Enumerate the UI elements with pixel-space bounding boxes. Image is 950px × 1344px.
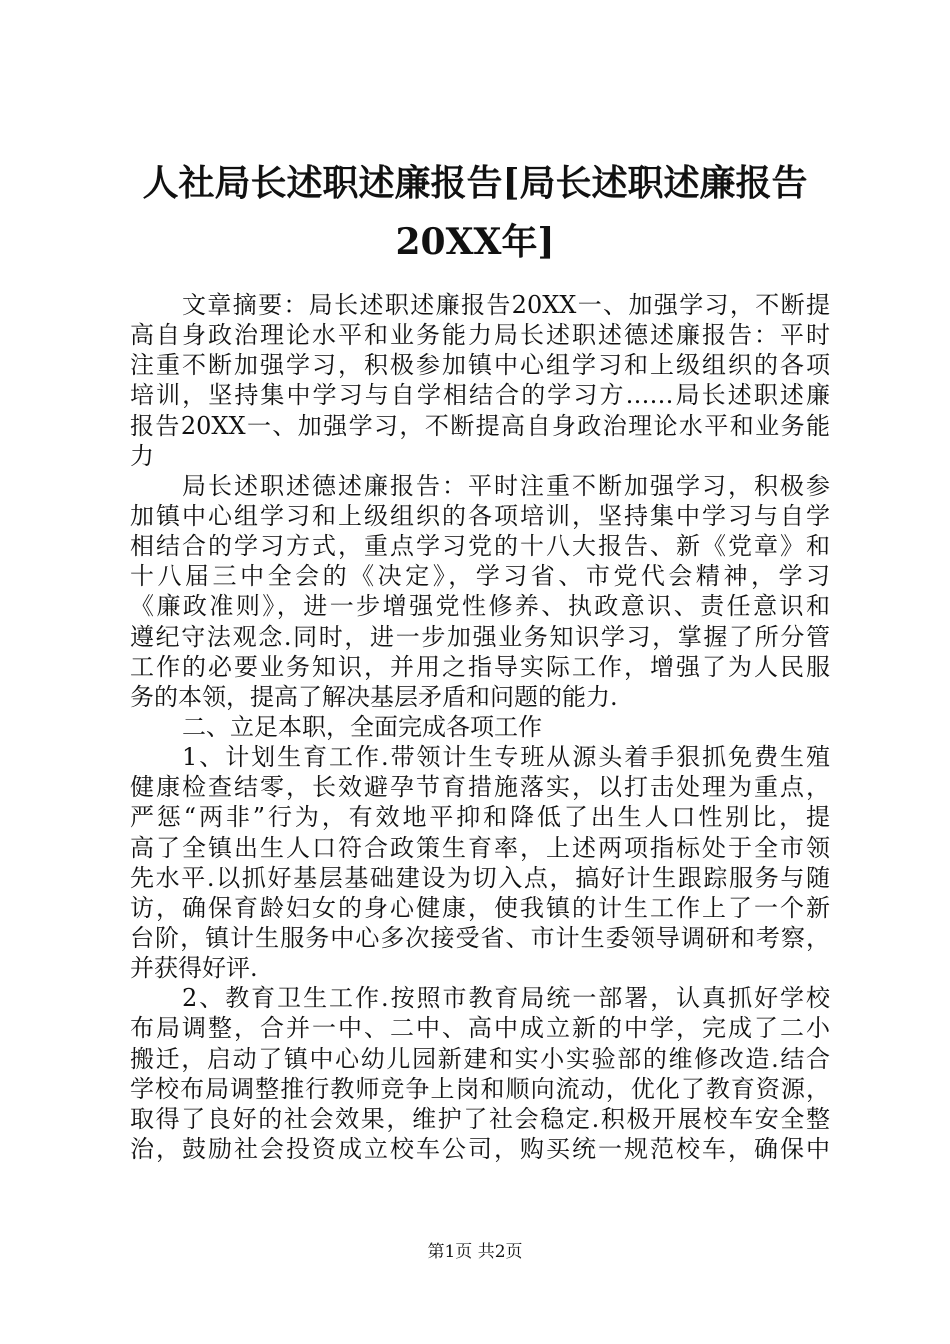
page-number-footer: 第1页 共2页 xyxy=(427,1242,523,1262)
body-line: 力 xyxy=(130,441,154,470)
body-line: 台阶，镇计生服务中心多次接受省、市计生委领导调研和考察， xyxy=(130,923,830,952)
body-line: 2、教育卫生工作.按照市教育局统一部署，认真抓好学校 xyxy=(182,984,830,1013)
document-title-line-2: 20XX年] xyxy=(395,221,555,263)
body-line: 高了全镇出生人口符合政策生育率，上述两项指标处于全市领 xyxy=(130,833,830,862)
body-line: 加镇中心组学习和上级组织的各项培训，坚持集中学习与自学 xyxy=(130,501,830,530)
body-line: 健康检查结零，长效避孕节育措施落实，以打击处理为重点， xyxy=(130,773,830,802)
body-line: 搬迁，启动了镇中心幼儿园新建和实小实验部的维修改造.结合 xyxy=(130,1044,830,1073)
document-title-line-1: 人社局长述职述廉报告[局长述职述廉报告 xyxy=(142,162,808,204)
body-line: 布局调整，合并一中、二中、高中成立新的中学，完成了二小 xyxy=(130,1014,830,1043)
section-heading: 二、立足本职，全面完成各项工作 xyxy=(182,712,542,741)
body-line: 并获得好评. xyxy=(130,954,258,983)
body-line: 1、计划生育工作.带领计生专班从源头着手狠抓免费生殖 xyxy=(182,743,830,772)
body-line: 报告20XX一、加强学习，不断提高自身政治理论水平和业务能 xyxy=(130,411,830,440)
body-line: 遵纪守法观念.同时，进一步加强业务知识学习，掌握了所分管 xyxy=(130,622,830,651)
body-line: 严惩“两非”行为，有效地平抑和降低了出生人口性别比，提 xyxy=(130,803,830,832)
document-body xyxy=(130,290,830,1164)
body-line: 取得了良好的社会效果，维护了社会稳定.积极开展校车安全整 xyxy=(130,1104,830,1133)
body-line: 高自身政治理论水平和业务能力局长述职述德述廉报告：平时 xyxy=(130,321,830,350)
body-line: 文章摘要：局长述职述廉报告20XX一、加强学习，不断提 xyxy=(182,291,830,319)
body-line: 相结合的学习方式，重点学习党的十八大报告、新《党章》和 xyxy=(130,532,830,561)
body-line: 学校布局调整推行教师竞争上岗和顺向流动，优化了教育资源， xyxy=(130,1074,830,1103)
body-line: 治，鼓励社会投资成立校车公司，购买统一规范校车，确保中 xyxy=(130,1134,830,1163)
body-line: 先水平.以抓好基层基础建设为切入点，搞好计生跟踪服务与随 xyxy=(130,863,830,892)
body-line: 局长述职述德述廉报告：平时注重不断加强学习，积极参 xyxy=(182,471,830,500)
body-line: 工作的必要业务知识，并用之指导实际工作，增强了为人民服 xyxy=(130,652,830,681)
body-line: 《廉政准则》，进一步增强党性修养、执政意识、责任意识和 xyxy=(130,592,830,621)
body-line: 访，确保育龄妇女的身心健康，使我镇的计生工作上了一个新 xyxy=(130,893,830,922)
body-line: 务的本领，提高了解决基层矛盾和问题的能力. xyxy=(130,682,618,711)
body-line: 十八届三中全会的《决定》，学习省、市党代会精神，学习 xyxy=(130,562,830,591)
body-line: 注重不断加强学习，积极参加镇中心组学习和上级组织的各项 xyxy=(130,351,830,380)
body-line: 培训，坚持集中学习与自学相结合的学习方……局长述职述廉 xyxy=(130,381,830,410)
